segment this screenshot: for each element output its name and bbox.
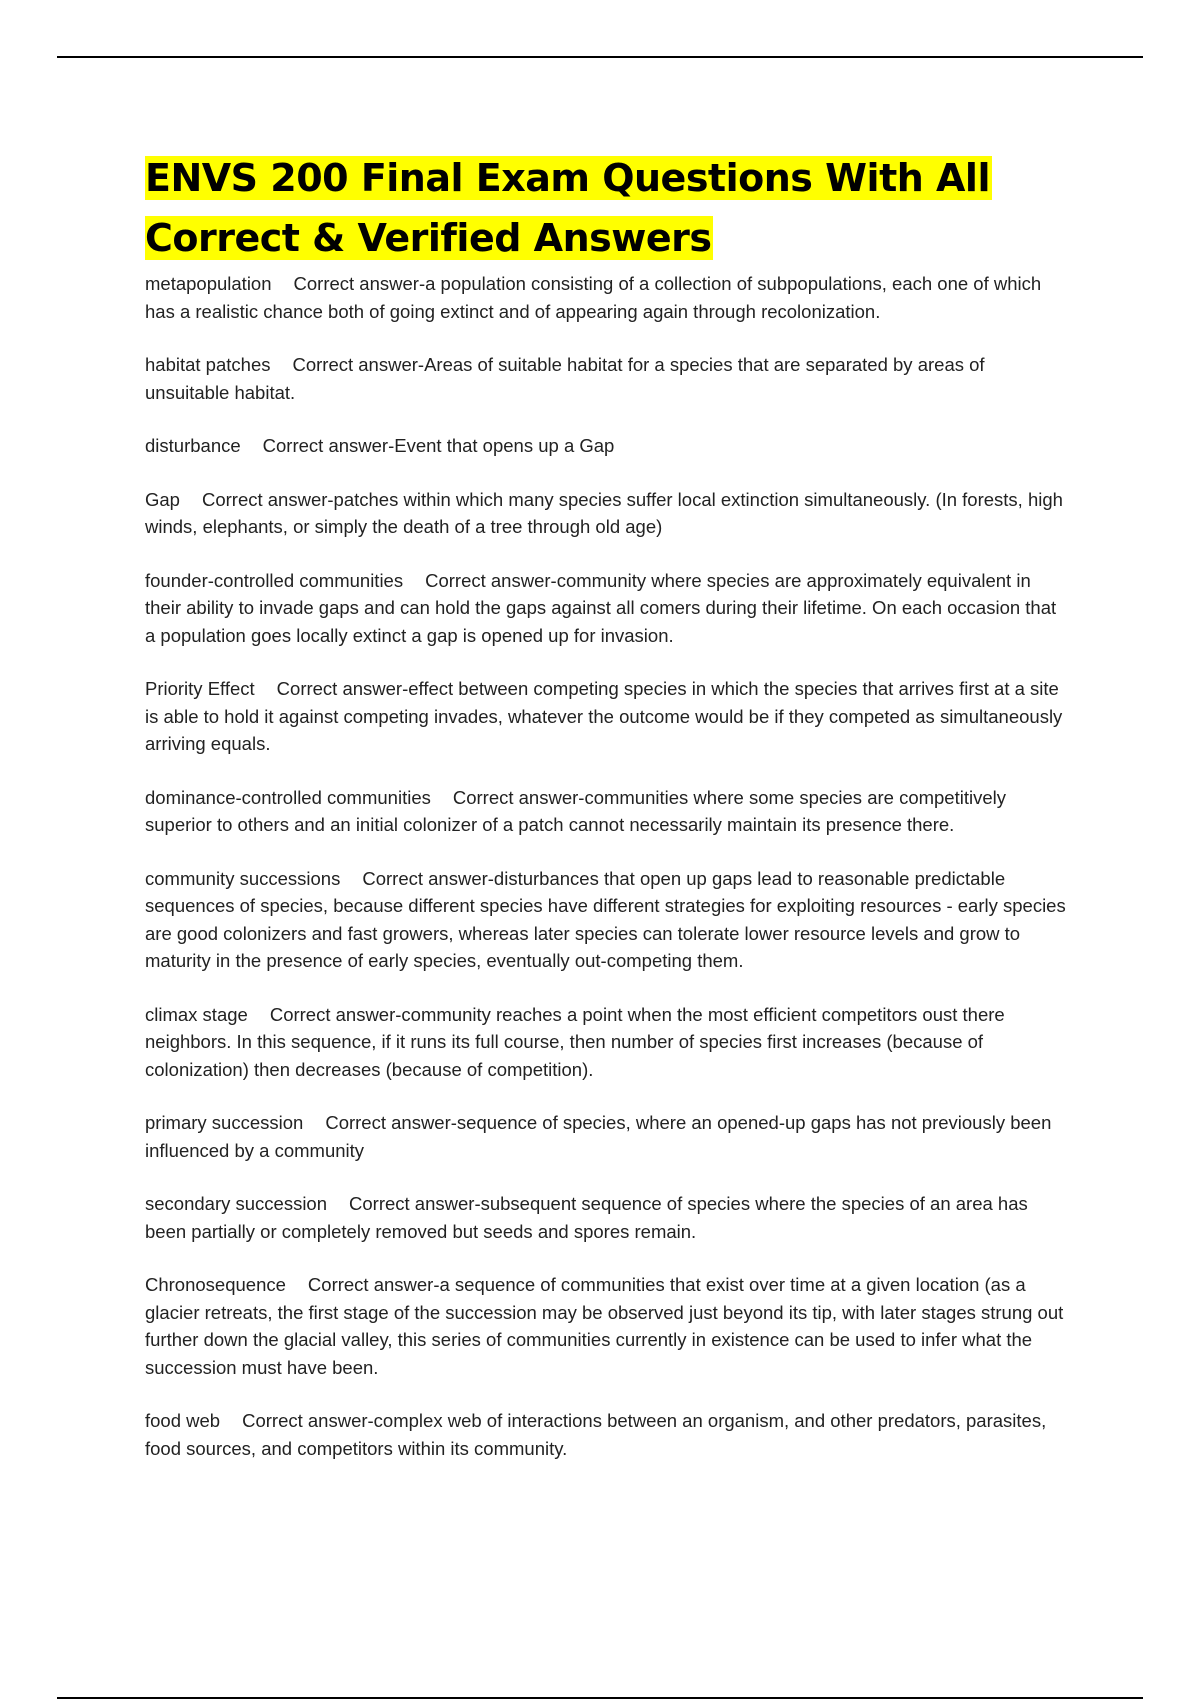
qa-answer: Correct answer-communities where some species are competitively superior to others and an initial colonizer of a patch cannot necessarily maintain its presence there. xyxy=(145,786,1006,835)
document-title xyxy=(145,148,1070,268)
qa-term: Gap xyxy=(145,488,180,510)
qa-entry xyxy=(145,1190,1070,1245)
qa-term: community successions xyxy=(145,867,341,889)
qa-term: metapopulation xyxy=(145,273,272,294)
qa-entry xyxy=(145,351,1070,406)
document-title-line-1: ENVS 200 Final Exam Questions With All xyxy=(145,156,990,200)
qa-term: habitat patches xyxy=(145,354,271,375)
qa-entry xyxy=(145,270,1070,325)
qa-answer: Correct answer-subsequent sequence of species where the species of an area has been partially or completely removed but seeds and spores remain. xyxy=(145,1193,1028,1242)
qa-entry xyxy=(145,1271,1070,1381)
qa-term: climax stage xyxy=(145,1003,248,1025)
qa-answer: Correct answer-a sequence of communities that exist over time at a given location (as a glacier retreats, the first stage of the succession may be observed just beyond its tip, with later stages strung out further down the glacial valley, this series of communities currently in existence can be used to infer what the succession must have been. xyxy=(145,1274,1064,1378)
qa-term: founder-controlled communities xyxy=(145,569,404,591)
qa-entry xyxy=(145,784,1070,839)
qa-list xyxy=(145,270,1070,1462)
qa-term: disturbance xyxy=(145,435,241,456)
qa-term: Chronosequence xyxy=(145,1274,286,1295)
qa-answer: Correct answer-Areas of suitable habitat for a species that are separated by areas of unsuitable habitat. xyxy=(145,354,985,403)
qa-answer: Correct answer-effect between competing species in which the species that arrives first at a site is able to hold it against competing invades, whatever the outcome would be if they competed as simultaneously arriving equals. xyxy=(145,678,1063,754)
qa-entry xyxy=(145,432,1070,460)
qa-entry xyxy=(145,865,1070,975)
qa-term: food web xyxy=(145,1410,221,1431)
page-top-rule xyxy=(57,56,1143,58)
qa-answer: Correct answer-disturbances that open up gaps lead to reasonable predictable sequences of species, because different species have different strategies for exploiting resources - early species are good colonizers and fast growers, whereas later species can tolerate lower resource levels and grow to maturity in the presence of early species, eventually out-competing them. xyxy=(145,867,1066,971)
qa-entry xyxy=(145,486,1070,541)
qa-term: dominance-controlled communities xyxy=(145,786,431,808)
document-title-line-2: Correct & Verified Answers xyxy=(145,216,712,260)
qa-entry xyxy=(145,675,1070,758)
document-body xyxy=(145,148,1070,1488)
qa-entry xyxy=(145,1001,1070,1084)
qa-answer: Correct answer-complex web of interactions between an organism, and other predators, parasites, food sources, and competitors within its community. xyxy=(145,1410,1047,1459)
qa-term: primary succession xyxy=(145,1112,304,1133)
qa-answer: Correct answer-Event that opens up a Gap xyxy=(262,435,615,456)
qa-answer: Correct answer-community reaches a point when the most efficient competitors oust there neighbors. In this sequence, if it runs its full course, then number of species first increases (because of colonization) then decreases (because of competition). xyxy=(145,1003,1005,1080)
qa-answer: Correct answer-community where species are approximately equivalent in their ability to invade gaps and can hold the gaps against all comers during their lifetime. On each occasion that a population goes locally extinct a gap is opened up for invasion. xyxy=(145,569,1057,646)
qa-term: secondary succession xyxy=(145,1193,328,1214)
qa-term: Priority Effect xyxy=(145,678,255,699)
page-bottom-rule xyxy=(57,1697,1143,1699)
qa-answer: Correct answer-sequence of species, where an opened-up gaps has not previously been influenced by a community xyxy=(145,1112,1052,1161)
qa-answer: Correct answer-patches within which many species suffer local extinction simultaneously. (In forests, high winds, elephants, or simply the death of a tree through old age) xyxy=(145,488,1063,537)
qa-entry xyxy=(145,1109,1070,1164)
qa-entry xyxy=(145,567,1070,650)
qa-answer: Correct answer-a population consisting of a collection of subpopulations, each one of which has a realistic chance both of going extinct and of appearing again through recolonization. xyxy=(145,273,1042,322)
qa-entry xyxy=(145,1407,1070,1462)
